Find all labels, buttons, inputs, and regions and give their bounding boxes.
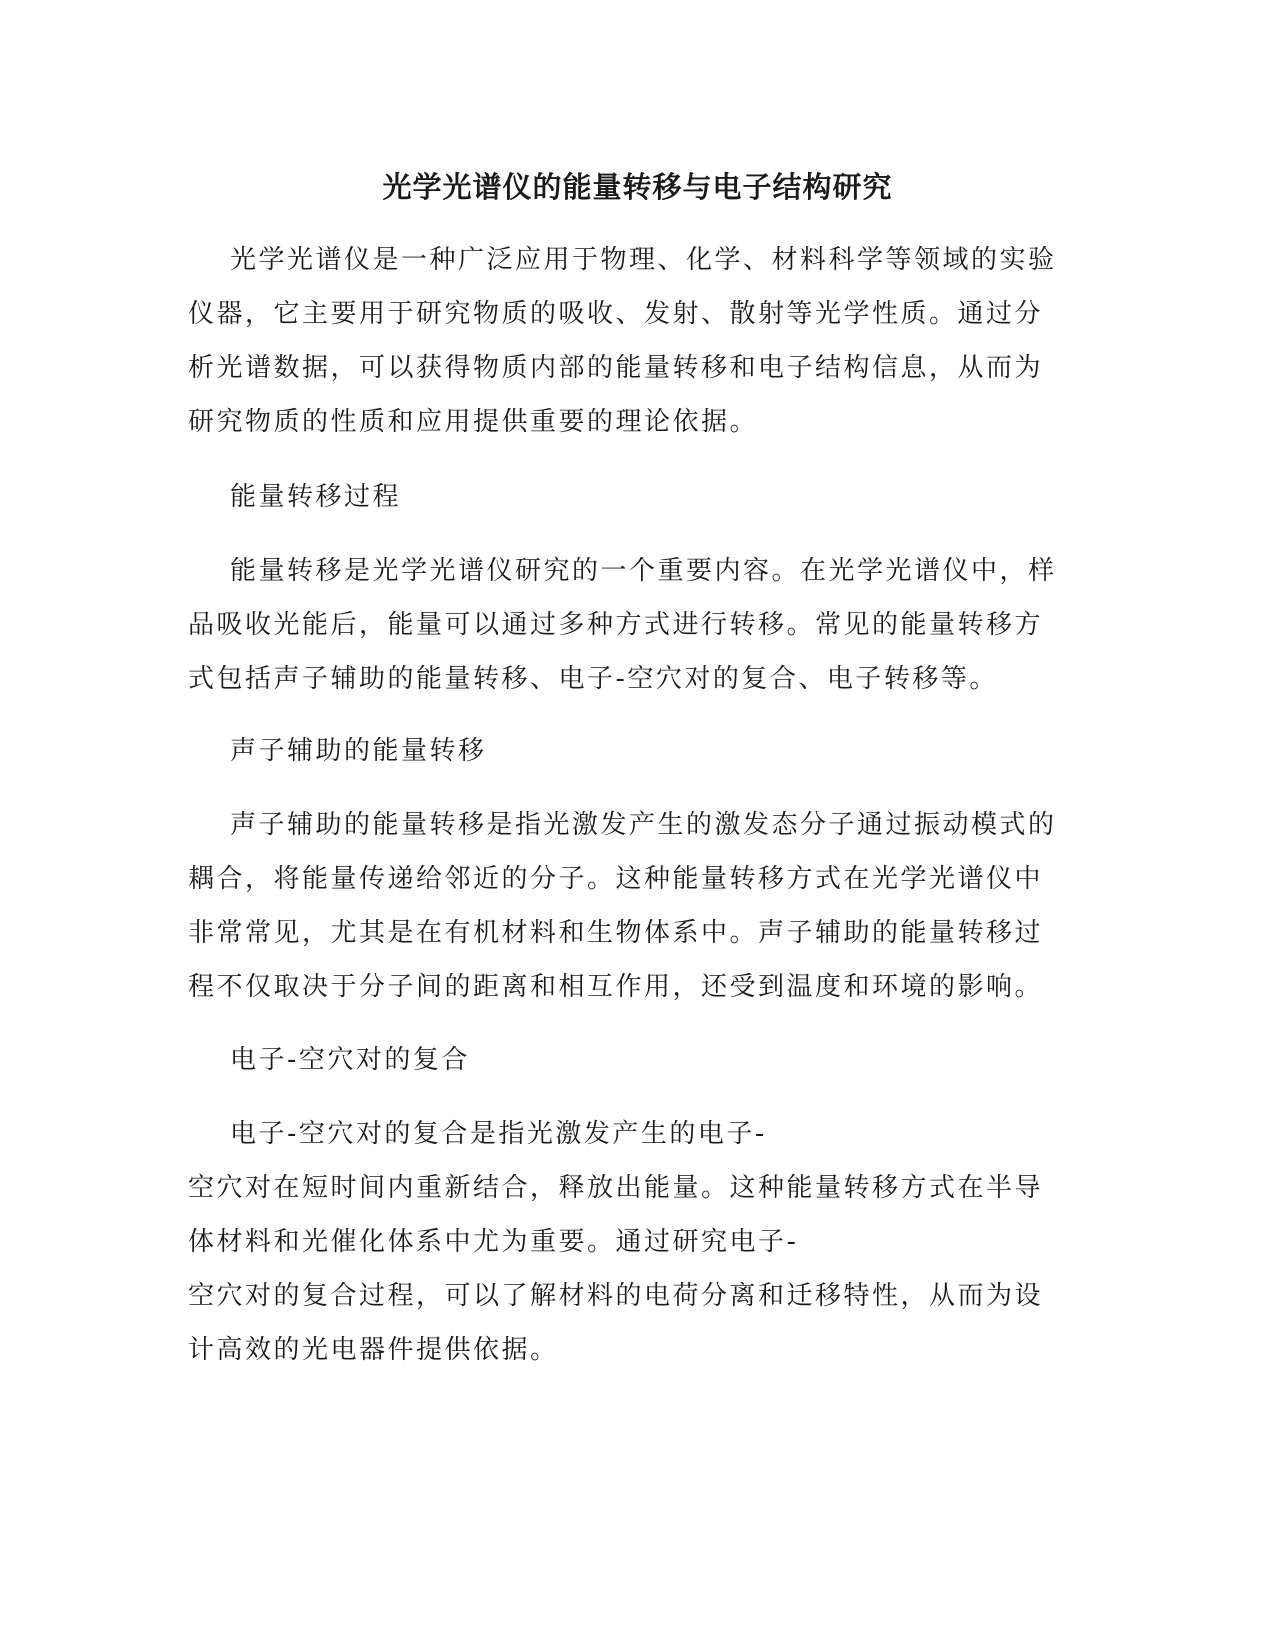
paragraph-line: 仪器，它主要用于研究物质的吸收、发射、散射等光学性质。通过分	[188, 299, 1044, 329]
paragraph-line: 能量转移是光学光谱仪研究的一个重要内容。在光学光谱仪中，样	[230, 556, 1057, 586]
document-title: 光学光谱仪的能量转移与电子结构研究	[382, 170, 893, 204]
paragraph-line: 式包括声子辅助的能量转移、电子-空穴对的复合、电子转移等。	[188, 664, 998, 694]
section-heading: 电子-空穴对的复合	[230, 1045, 470, 1075]
section-heading: 声子辅助的能量转移	[230, 736, 487, 766]
paragraph-line: 耦合，将能量传递给邻近的分子。这种能量转移方式在光学光谱仪中	[188, 864, 1044, 894]
paragraph-line: 体材料和光催化体系中尤为重要。通过研究电子-	[188, 1227, 799, 1257]
paragraph-line: 空穴对的复合过程，可以了解材料的电荷分离和迁移特性，从而为设	[188, 1281, 1044, 1311]
paragraph-line: 计高效的光电器件提供依据。	[188, 1335, 559, 1365]
paragraph-line: 非常常见，尤其是在有机材料和生物体系中。声子辅助的能量转移过	[188, 918, 1044, 948]
paragraph-line: 研究物质的性质和应用提供重要的理论依据。	[188, 407, 759, 437]
paragraph-line: 光学光谱仪是一种广泛应用于物理、化学、材料科学等领域的实验	[230, 245, 1057, 275]
paragraph-line: 声子辅助的能量转移是指光激发产生的激发态分子通过振动模式的	[230, 810, 1057, 840]
paragraph-line: 空穴对在短时间内重新结合，释放出能量。这种能量转移方式在半导	[188, 1173, 1044, 1203]
paragraph-line: 析光谱数据，可以获得物质内部的能量转移和电子结构信息，从而为	[188, 353, 1044, 383]
paragraph-line: 电子-空穴对的复合是指光激发产生的电子-	[230, 1119, 767, 1149]
paragraph-line: 品吸收光能后，能量可以通过多种方式进行转移。常见的能量转移方	[188, 610, 1044, 640]
section-heading: 能量转移过程	[230, 482, 402, 512]
paragraph-line: 程不仅取决于分子间的距离和相互作用，还受到温度和环境的影响。	[188, 972, 1044, 1002]
